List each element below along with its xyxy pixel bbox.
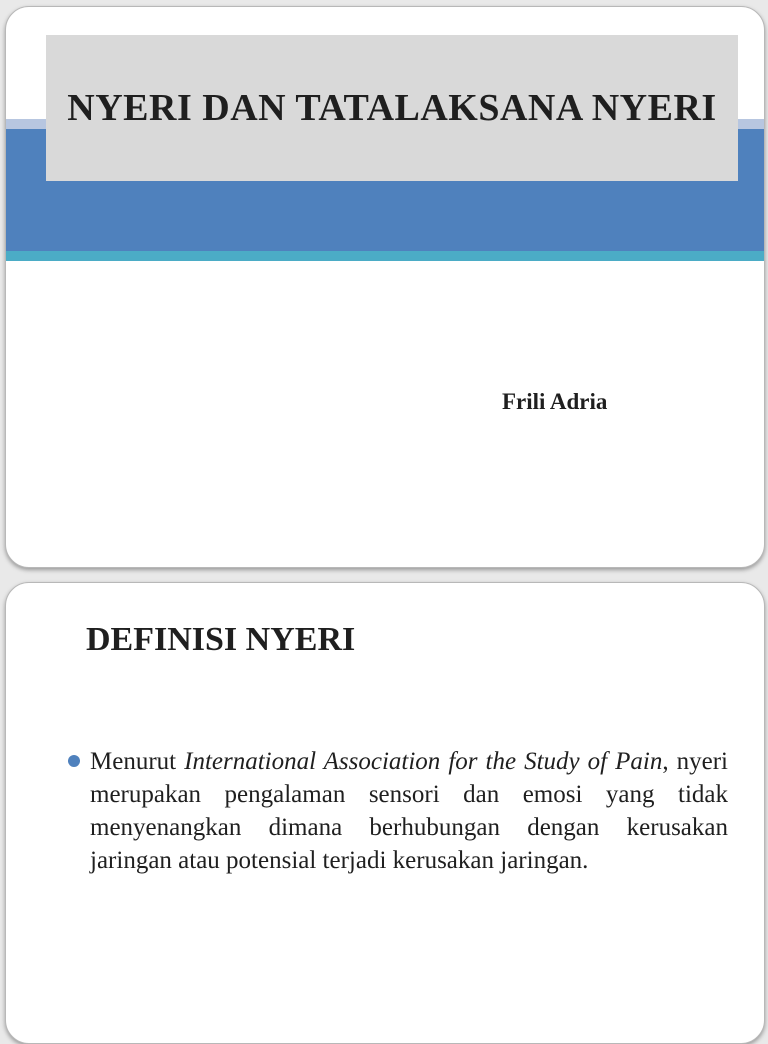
author-name: Frili Adria (502, 389, 608, 414)
slide-heading: DEFINISI NYERI (86, 621, 356, 658)
slide-title-text: NYERI DAN TATALAKSANA NYERI (67, 87, 717, 129)
bullet-prefix: Menurut (90, 748, 185, 775)
header-band-teal (6, 251, 764, 261)
bullet-item (68, 745, 728, 877)
bullet-dot-icon (68, 755, 80, 767)
title-box (46, 35, 738, 181)
slide-definition (5, 582, 765, 1044)
bullet-text (90, 745, 728, 877)
slide-title (5, 6, 765, 568)
bullet-suffix: , nyeri merupakan pengalaman sensori dan emosi yang tidak menyenangkan dimana berhubungan dengan kerusakan jaringan atau potensial terjadi kerusakan jaringan. (90, 748, 728, 874)
bullet-emphasis: International Association for the Study of Pain (184, 748, 663, 775)
